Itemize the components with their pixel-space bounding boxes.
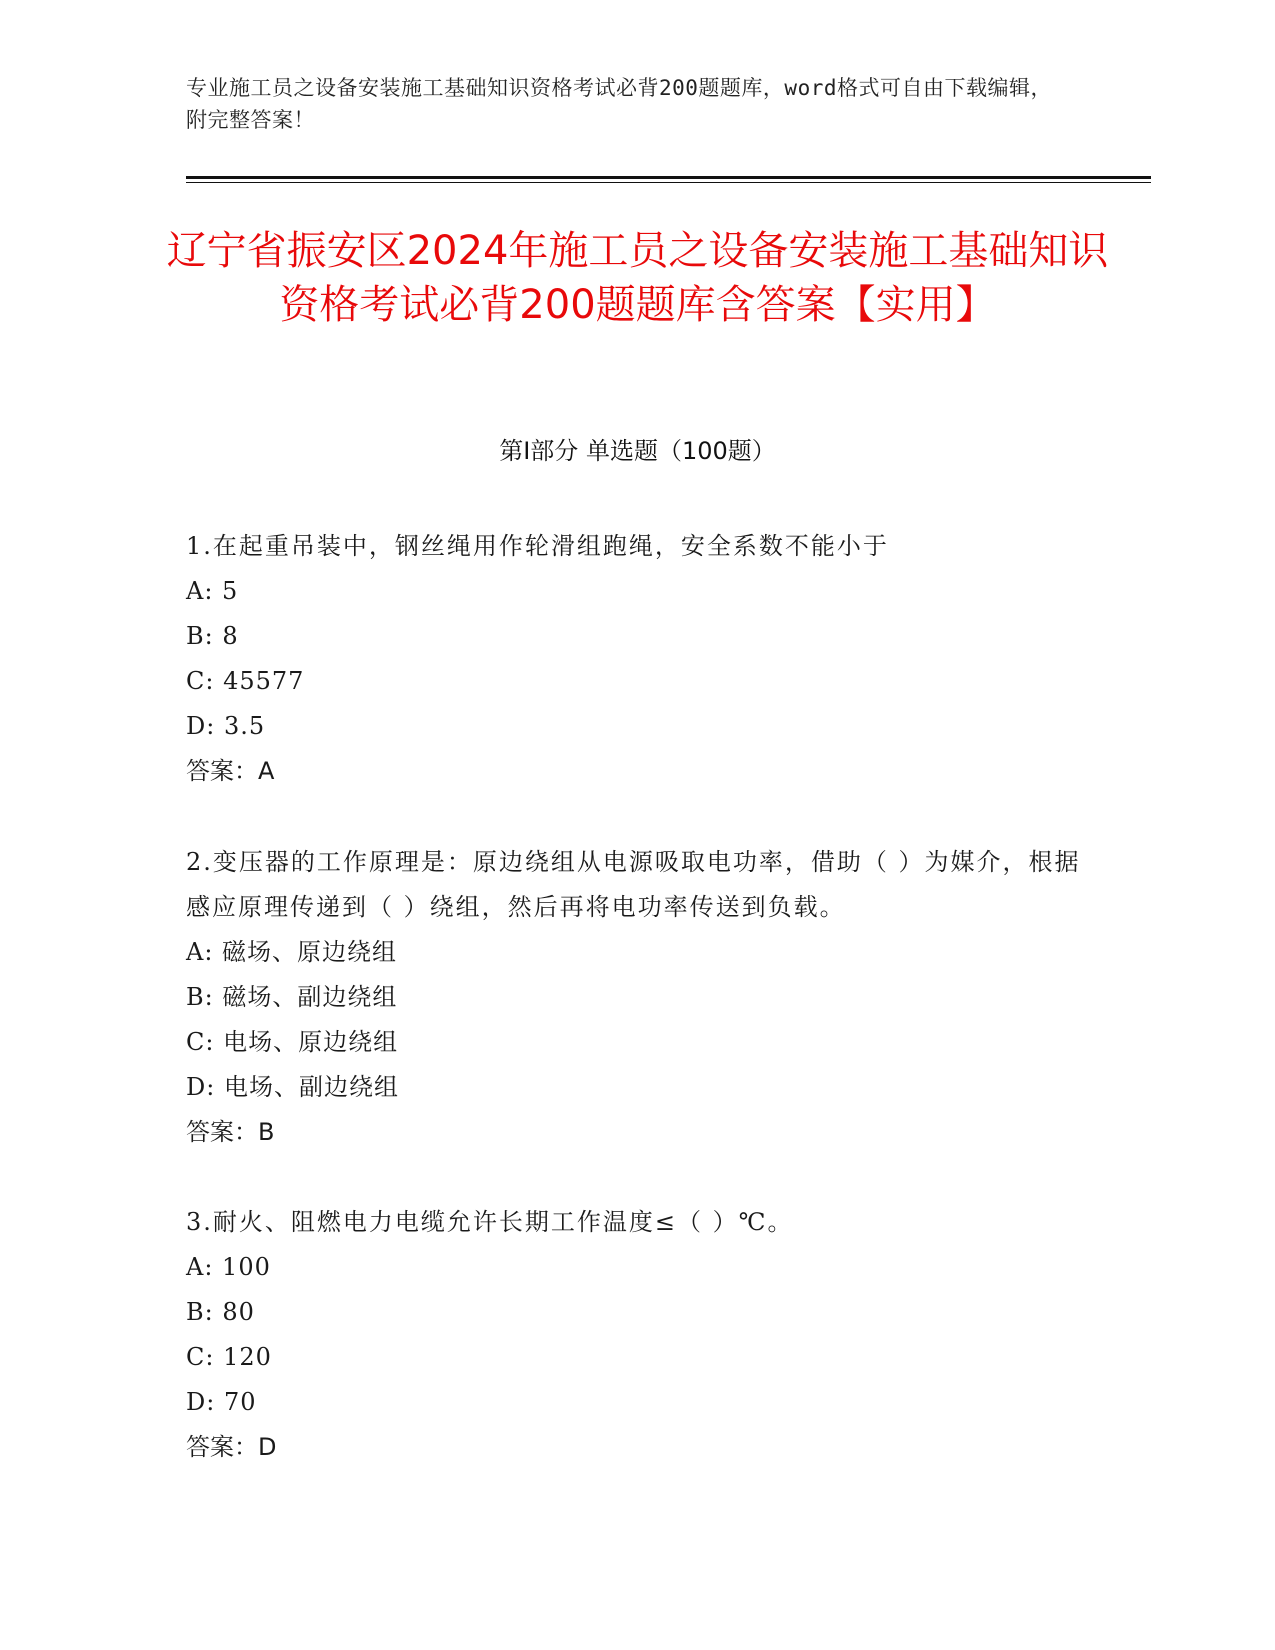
- option-d: D: 电场、副边绕组: [186, 1073, 399, 1101]
- option-a: A: 5: [186, 577, 239, 605]
- header-rule-thin: [186, 182, 1151, 183]
- header-note: 专业施工员之设备安装施工基础知识资格考试必背200题题库，word格式可自由下载编辑，附完整答案！: [186, 76, 1052, 132]
- question-stem: 3.耐火、阻燃电力电缆允许长期工作温度≤（ ）℃。: [186, 1208, 794, 1236]
- answer: 答案：A: [186, 757, 275, 785]
- document-title: 辽宁省振安区2024年施工员之设备安装施工基础知识资格考试必背200题题库含答案【实用】: [166, 228, 1109, 328]
- question-1: [186, 524, 1086, 794]
- option-c: C: 45577: [186, 667, 305, 695]
- header-rule-thick: [186, 176, 1151, 179]
- option-a: A: 100: [186, 1253, 271, 1281]
- answer: 答案：B: [186, 1118, 275, 1146]
- question-stem: 1.在起重吊装中，钢丝绳用作轮滑组跑绳，安全系数不能小于: [186, 532, 889, 560]
- option-d: D: 3.5: [186, 712, 266, 740]
- option-a: A: 磁场、原边绕组: [186, 938, 398, 966]
- section-heading: 第Ⅰ部分 单选题（100题）: [499, 437, 776, 465]
- question-3: [186, 1200, 1086, 1470]
- option-b: B: 磁场、副边绕组: [186, 983, 398, 1011]
- option-d: D: 70: [186, 1388, 257, 1416]
- question-stem: 2.变压器的工作原理是：原边绕组从电源吸取电功率，借助（ ）为媒介，根据感应原理传递到（ ）绕组，然后再将电功率传送到负载。: [186, 848, 1081, 921]
- answer: 答案：D: [186, 1433, 277, 1461]
- option-b: B: 8: [186, 622, 239, 650]
- option-c: C: 120: [186, 1343, 272, 1371]
- option-b: B: 80: [186, 1298, 255, 1326]
- question-2: [186, 840, 1086, 1155]
- option-c: C: 电场、原边绕组: [186, 1028, 399, 1056]
